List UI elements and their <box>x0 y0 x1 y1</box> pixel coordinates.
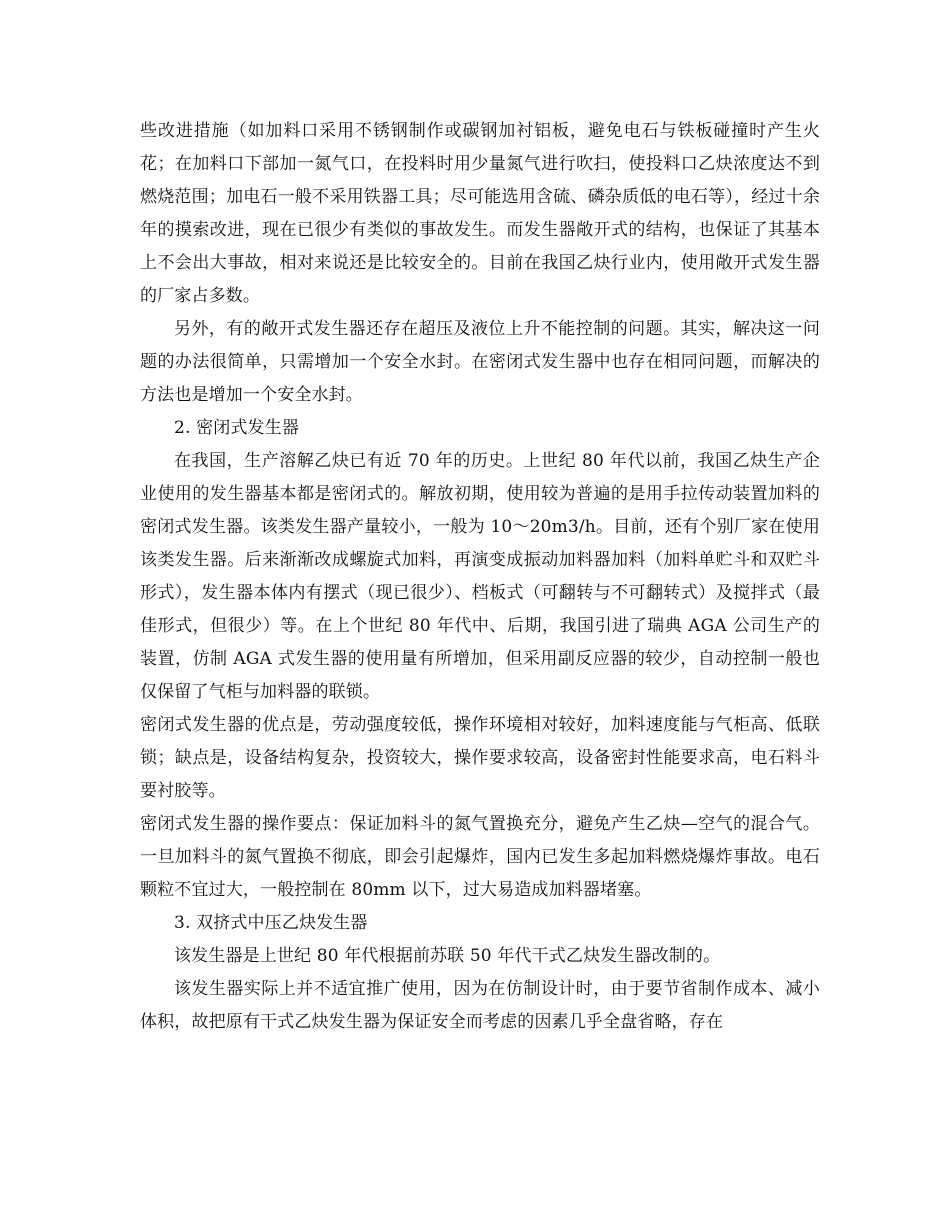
document-body <box>140 115 820 1039</box>
section-heading-double-extrusion-generator: 3. 双挤式中压乙炔发生器 <box>174 913 368 933</box>
paragraph-double-extrusion-assessment: 该发生器实际上并不适宜推广使用，因为在仿制设计时，由于要节省制作成本、减小体积，故把原有干式乙炔发生器为保证安全而考虑的因素几乎全盘省略，存在 <box>140 979 820 1032</box>
paragraph-closed-generator-pros-cons: 密闭式发生器的优点是，劳动强度较低，操作环境相对较好，加料速度能与气柜高、低联锁；缺点是，设备结构复杂，投资较大，操作要求较高，设备密封性能要求高，电石料斗要衬胶等。 <box>140 715 820 801</box>
paragraph-overpressure-issue: 另外，有的敞开式发生器还存在超压及液位上升不能控制的问题。其实，解决这一问题的办法很简单，只需增加一个安全水封。在密闭式发生器中也存在相同问题，而解决的方法也是增加一个安全水封。 <box>140 319 820 405</box>
paragraph-closed-generator-history: 在我国，生产溶解乙炔已有近 70 年的历史。上世纪 80 年代以前，我国乙炔生产企业使用的发生器基本都是密闭式的。解放初期，使用较为普遍的是用手拉传动装置加料的密闭式发生器。该类发生器产量较小，一般为 10～20m3/h。目前，还有个别厂家在使用该类发生器。后来渐渐改成螺旋式加料，再演变成振动加料器加料（加料单贮斗和双贮斗形式），发生器本体内有摆式（现已很少）、档板式（可翻转与不可翻转式）及搅拌式（最佳形式，但很少）等。在上个世纪 80 年代中、后期，我国引进了瑞典 AGA 公司生产的装置，仿制 AGA 式发生器的使用量有所增加，但采用副反应器的较少，自动控制一般也仅保留了气柜与加料器的联锁。 <box>140 451 820 702</box>
paragraph-improvement-measures: 些改进措施（如加料口采用不锈钢制作或碳钢加衬铝板，避免电石与铁板碰撞时产生火花；在加料口下部加一氮气口，在投料时用少量氮气进行吹扫，使投料口乙炔浓度达不到燃烧范围；加电石一般不采用铁器工具；尽可能选用含硫、磷杂质低的电石等），经过十余年的摸索改进，现在已很少有类似的事故发生。而发生器敞开式的结构，也保证了其基本上不会出大事故，相对来说还是比较安全的。目前在我国乙炔行业内，使用敞开式发生器的厂家占多数。 <box>140 121 820 306</box>
paragraph-closed-generator-operation: 密闭式发生器的操作要点：保证加料斗的氮气置换充分，避免产生乙炔—空气的混合气。一旦加料斗的氮气置换不彻底，即会引起爆炸，国内已发生多起加料燃烧爆炸事故。电石颗粒不宜过大，一般控制在 80mm 以下，过大易造成加料器堵塞。 <box>140 814 820 900</box>
section-heading-closed-generator: 2. 密闭式发生器 <box>174 418 299 438</box>
paragraph-double-extrusion-origin: 该发生器是上世纪 80 年代根据前苏联 50 年代干式乙炔发生器改制的。 <box>174 946 721 966</box>
